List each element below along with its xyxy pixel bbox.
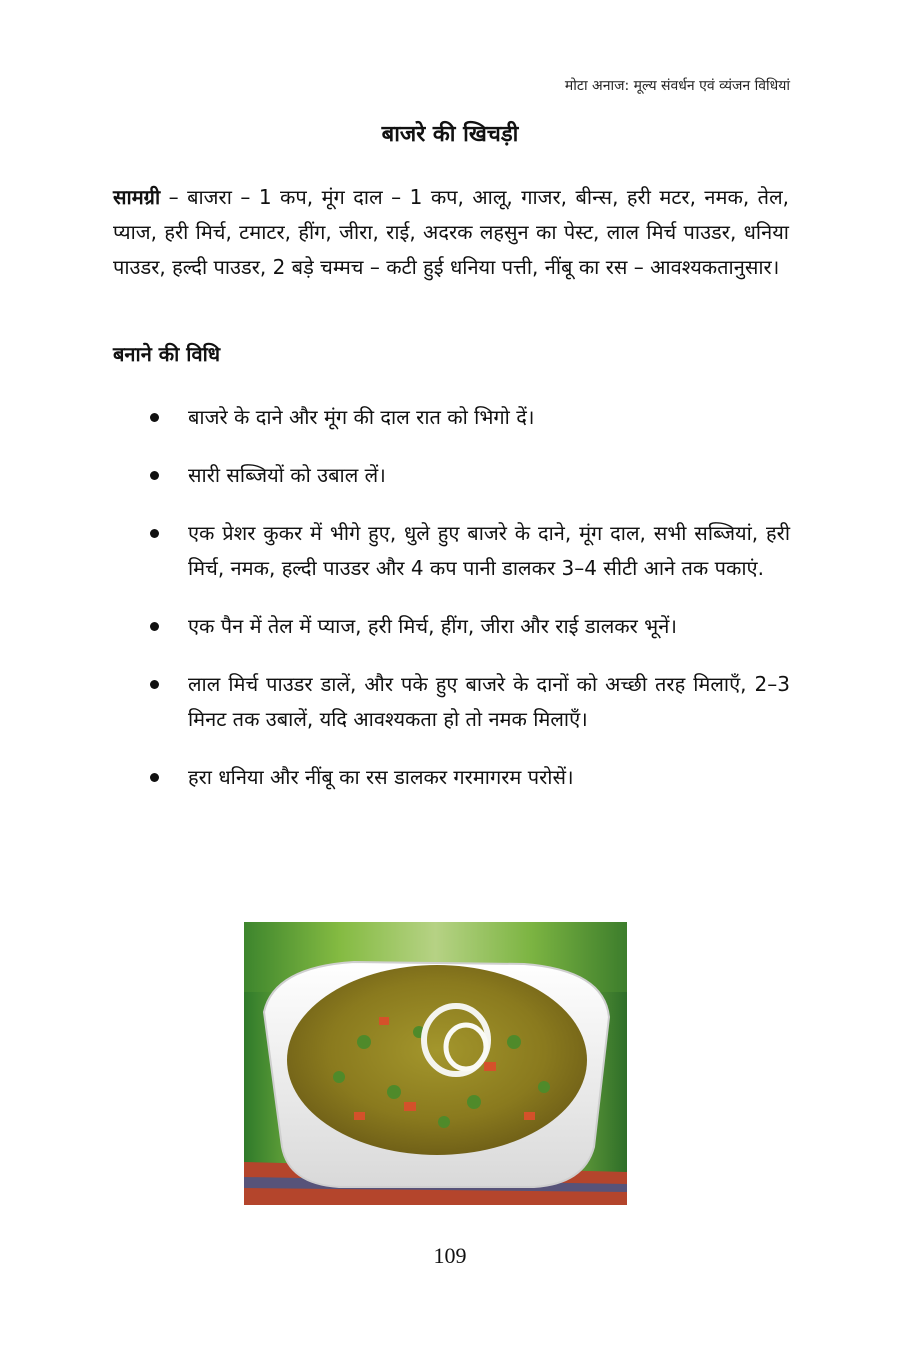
method-step — [150, 609, 790, 644]
method-heading: बनाने की विधि — [113, 342, 221, 366]
khichdi-photo — [244, 922, 627, 1205]
recipe-title: बाजरे की खिचड़ी — [381, 122, 519, 147]
step-text: एक पैन में तेल में प्याज, हरी मिर्च, हींग, जीरा और राई डालकर भूनें। — [188, 614, 677, 638]
method-steps — [150, 400, 790, 818]
bullet-icon — [150, 529, 159, 538]
running-header: मोटा अनाज: मूल्य संवर्धन एवं व्यंजन विधियां — [564, 78, 790, 94]
method-step — [150, 760, 790, 795]
ingredients-text: – बाजरा – 1 कप, मूंग दाल – 1 कप, आलू, गाजर, बीन्स, हरी मटर, नमक, तेल, प्याज, हरी मिर्च, टमाटर, हींग, जीरा, राई, अदरक लहसुन का पेस्ट, लाल मिर्च पाउडर, धनिया पाउडर, हल्दी पाउडर, 2 बड़े चम्मच – कटी हुई धनिया पत्ती, नींबू का रस – आवश्यकतानुसार। — [113, 185, 789, 279]
step-text: बाजरे के दाने और मूंग की दाल रात को भिगो दें। — [188, 405, 535, 429]
bullet-icon — [150, 622, 159, 631]
step-text: एक प्रेशर कुकर में भीगे हुए, धुले हुए बाजरे के दाने, मूंग दाल, सभी सब्जियां, हरी मिर्च, नमक, हल्दी पाउडर और 4 कप पानी डालकर 3–4 सीटी आने तक पकाएं. — [188, 521, 790, 580]
method-step — [150, 458, 790, 493]
bullet-icon — [150, 773, 159, 782]
bullet-icon — [150, 680, 159, 689]
step-text: हरा धनिया और नींबू का रस डालकर गरमागरम परोसें। — [188, 765, 574, 789]
step-text: सारी सब्जियों को उबाल लें। — [188, 463, 386, 487]
ingredients-label: सामग्री — [113, 185, 161, 209]
bullet-icon — [150, 413, 159, 422]
page-number: 109 — [433, 1243, 467, 1268]
method-step — [150, 667, 790, 737]
step-text: लाल मिर्च पाउडर डालें, और पके हुए बाजरे के दानों को अच्छी तरह मिलाएँ, 2–3 मिनट तक उबालें, यदि आवश्यकता हो तो नमक मिलाएँ। — [188, 672, 790, 731]
bullet-icon — [150, 471, 159, 480]
ingredients-paragraph — [113, 180, 789, 285]
method-step — [150, 400, 790, 435]
method-step — [150, 516, 790, 586]
